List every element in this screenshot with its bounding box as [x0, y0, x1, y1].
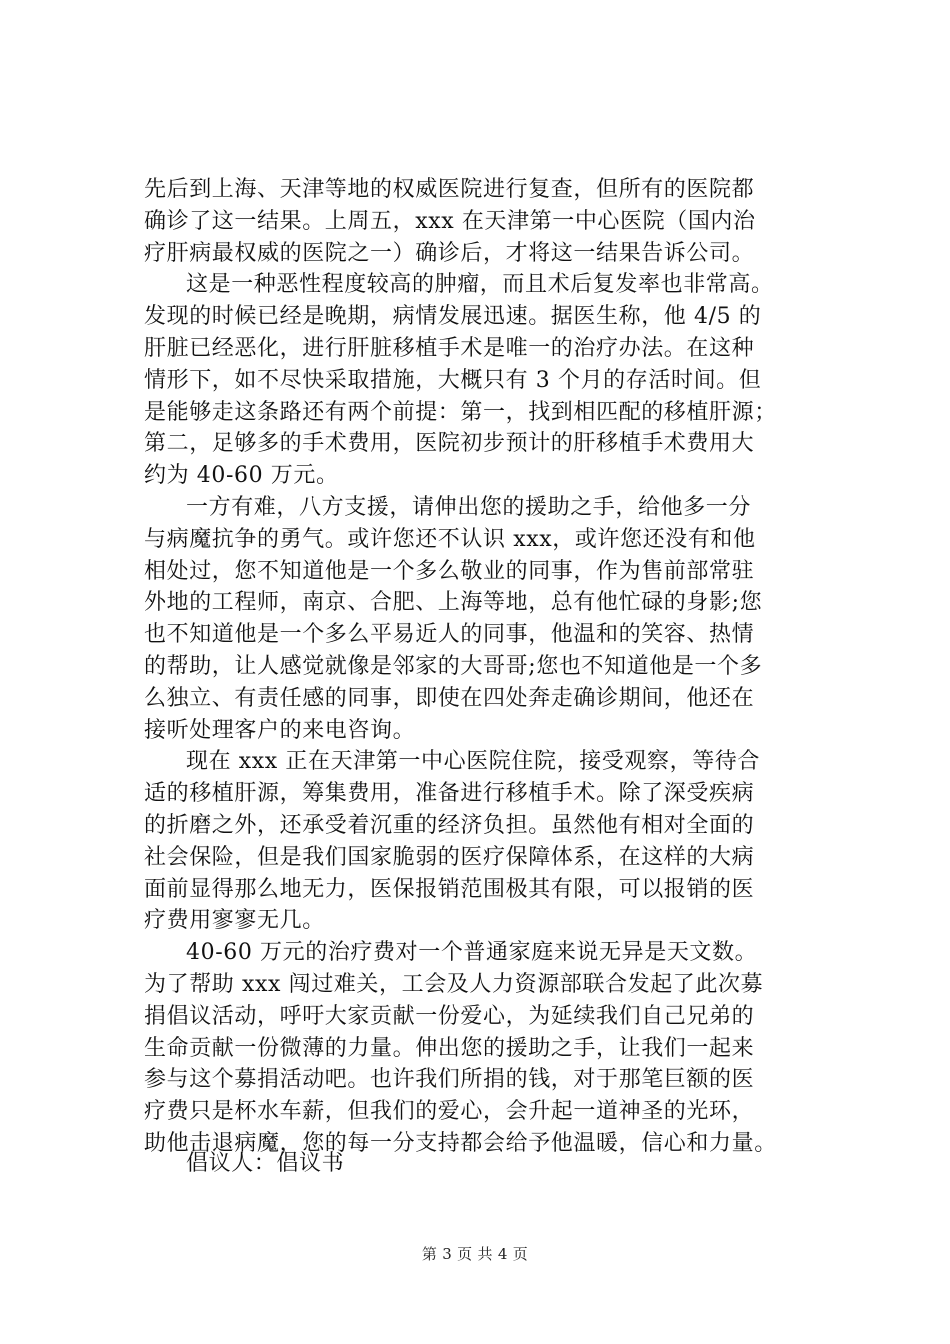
text-line: 疗费只是杯水车薪，但我们的爱心，会升起一道神圣的光环，	[144, 1099, 755, 1125]
text-line: 捐倡议活动，呼吁大家贡献一份爱心，为延续我们自己兄弟的	[144, 1003, 755, 1029]
page-footer: 第 3 页 共 4 页	[421, 1245, 529, 1263]
text-line: 也不知道他是一个多么平易近人的同事，他温和的笑容、热情	[144, 622, 755, 648]
document-body	[144, 174, 844, 1160]
text-line: 第二，足够多的手术费用，医院初步预计的肝移植手术费用大	[144, 431, 755, 457]
text-line: 确诊了这一结果。上周五，xxx 在天津第一中心医院（国内治	[144, 208, 756, 234]
text-line: 先后到上海、天津等地的权威医院进行复查，但所有的医院都	[144, 177, 755, 202]
text-line: 疗肝病最权威的医院之一）确诊后，才将这一结果告诉公司。	[144, 240, 755, 266]
text-line: 现在 xxx 正在天津第一中心医院住院，接受观察，等待合	[186, 749, 761, 775]
text-line: 是能够走这条路还有两个前提：第一，找到相匹配的移植肝源；	[144, 399, 777, 425]
text-line: 么独立、有责任感的同事，即使在四处奔走确诊期间，他还在	[144, 685, 755, 711]
text-line: 相处过，您不知道他是一个多么敬业的同事，作为售前部常驻	[144, 558, 755, 584]
text-line: 适的移植肝源，筹集费用，准备进行移植手术。除了深受疾病	[144, 781, 755, 807]
text-line: 疗费用寥寥无几。	[144, 908, 325, 934]
text-line: 一方有难，八方支援，请伸出您的援助之手，给他多一分	[186, 494, 752, 520]
text-line: 生命贡献一份微薄的力量。伸出您的援助之手，让我们一起来	[144, 1035, 755, 1061]
text-line: 参与这个募捐活动吧。也许我们所捐的钱，对于那笔巨额的医	[144, 1067, 755, 1093]
text-line: 约为 40-60 万元。	[144, 463, 339, 489]
text-line: 的帮助，让人感觉就像是邻家的大哥哥;您也不知道他是一个多	[144, 653, 763, 679]
text-line: 发现的时候已经是晚期，病情发展迅速。据医生称，他 4/5 的	[144, 304, 762, 330]
text-line: 40-60 万元的治疗费对一个普通家庭来说无异是天文数。	[186, 940, 758, 966]
signature-line: 倡议人：倡议书	[186, 1151, 345, 1176]
text-line: 接听处理客户的来电咨询。	[144, 717, 416, 743]
text-line: 情形下，如不尽快采取措施，大概只有 3 个月的存活时间。但	[144, 367, 762, 393]
text-line: 与病魔抗争的勇气。或许您还不认识 xxx，或许您还没有和他	[144, 526, 756, 552]
text-line: 为了帮助 xxx 闯过难关，工会及人力资源部联合发起了此次募	[144, 971, 764, 997]
text-line: 助他击退病魔，您的每一分支持都会给予他温暖，信心和力量。	[144, 1130, 777, 1156]
text-line: 面前显得那么地无力，医保报销范围极其有限，可以报销的医	[144, 876, 755, 902]
text-line: 外地的工程师，南京、合肥、上海等地，总有他忙碌的身影;您	[144, 590, 763, 616]
text-line: 肝脏已经恶化，进行肝脏移植手术是唯一的治疗办法。在这种	[144, 335, 755, 361]
text-line: 这是一种恶性程度较高的肿瘤，而且术后复发率也非常高。	[186, 272, 774, 298]
text-line: 社会保险，但是我们国家脆弱的医疗保障体系，在这样的大病	[144, 844, 755, 870]
text-line: 的折磨之外，还承受着沉重的经济负担。虽然他有相对全面的	[144, 812, 755, 838]
